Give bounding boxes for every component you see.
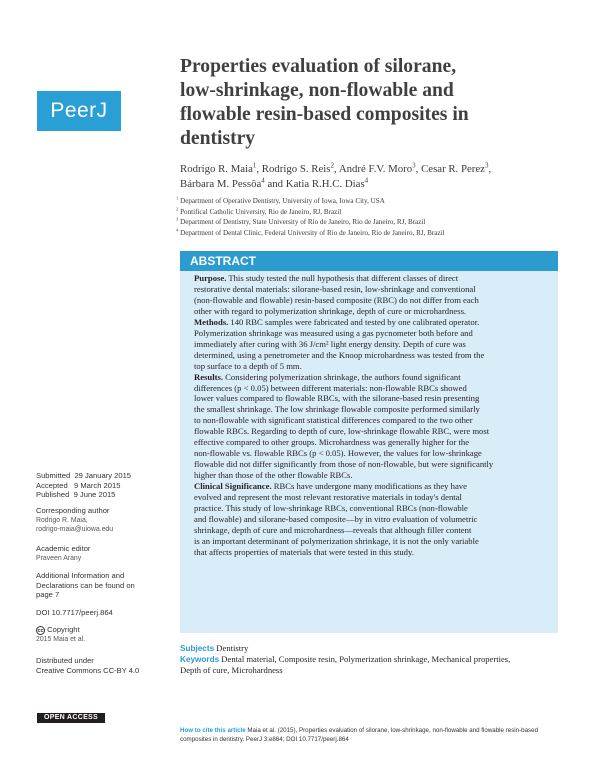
separator: and xyxy=(264,178,286,190)
submitted-date: 29 January 2015 xyxy=(74,471,132,480)
affiliation xyxy=(176,217,556,228)
submitted-label: Submitted xyxy=(36,471,71,480)
affiliation-text: Department of Dental Clinic, Federal University of Rio de Janeiro, Rio de Janeiro, RJ, Brazil xyxy=(180,228,445,237)
published-date: 9 June 2015 xyxy=(73,490,116,500)
affiliation-text: Pontifical Catholic University, Rio de Janeiro, RJ, Brazil xyxy=(180,207,342,216)
author-affil-ref: 4 xyxy=(261,176,265,185)
corresponding-author xyxy=(36,506,156,535)
subjects-keywords xyxy=(180,643,560,676)
citation-line xyxy=(180,727,570,736)
abstract-line: effective compared to other groups. Microhardness was generally higher for the xyxy=(194,437,470,448)
title-line: dentistry xyxy=(180,128,256,149)
submitted-line xyxy=(36,471,156,481)
submission-dates xyxy=(36,471,156,500)
abstract-line: that affects properties of materials that were tested in this study. xyxy=(194,546,414,557)
license xyxy=(36,656,156,675)
abstract-line: evolved and represent the most relevant restorative materials in today's dental xyxy=(194,492,462,503)
abstract-line: Polymerization shrinkage was measured using a gas pycnometer both before and xyxy=(194,327,473,338)
author-name[interactable]: Bárbara M. Pessôa xyxy=(180,178,262,190)
subjects-value[interactable]: Dentistry xyxy=(216,643,249,653)
abstract-text: Considering polymerization shrinkage, the authors found significant xyxy=(223,371,461,382)
abstract-line: immediately after curing with 36 J/cm² light energy density. Depth of cure was xyxy=(194,338,466,349)
keywords-line: Depth of cure, Microhardness xyxy=(180,665,283,675)
published-line xyxy=(36,490,156,500)
clinical-label: Clinical Significance. xyxy=(194,481,272,492)
separator: , xyxy=(415,163,422,175)
author-affil-ref: 2 xyxy=(330,161,335,170)
abstract-line xyxy=(194,372,550,383)
abstract-line: practice. This study of low-shrinkage RBCs, conventional RBCs (non-flowable xyxy=(194,503,468,514)
abstract-text: 140 RBC samples were fabricated and tested by one calibrated operator. xyxy=(228,316,480,327)
abstract-body xyxy=(180,271,558,633)
license-line: Distributed under xyxy=(36,656,94,665)
separator: , xyxy=(488,163,492,175)
editor-name: Praveen Arany xyxy=(36,554,82,562)
subjects-label: Subjects xyxy=(180,644,215,653)
doi xyxy=(36,608,156,618)
abstract-line: and flowable) and silorane-based composite—by in vitro evaluation of volumetric xyxy=(194,513,478,524)
author-line xyxy=(180,177,540,192)
results-label: Results. xyxy=(194,371,223,382)
corresponding-name: Rodrigo R. Maia, xyxy=(36,516,88,524)
citation-label: How to cite this article xyxy=(180,727,246,734)
keywords-value: Dental material, Composite resin, Polymerization shrinkage, Mechanical properties, xyxy=(221,654,511,664)
abstract-line: restorative dental materials: silorane-based resin, low-shrinkage and conventional xyxy=(194,283,476,294)
author-name[interactable]: Katia R.H.C. Dias xyxy=(285,178,365,190)
additional-info-line: page 7 xyxy=(36,590,60,600)
peerj-logo: PeerJ xyxy=(37,91,121,131)
affiliation-text: Department of Operative Dentistry, University of Iowa, Iowa City, USA xyxy=(180,197,385,205)
license-link[interactable]: Creative Commons CC-BY 4.0 xyxy=(36,665,140,675)
additional-information xyxy=(36,571,156,600)
author-affil-ref: 3 xyxy=(412,161,416,170)
citation-line: composites in dentistry. PeerJ 3:e864; DOI 10.7717/peerj.864 xyxy=(180,735,349,743)
affiliation xyxy=(176,207,556,218)
article-title xyxy=(180,55,510,151)
affiliation xyxy=(176,228,556,239)
abstract-line: to non-flowable with significant statistical differences compared to the two other xyxy=(194,415,473,426)
editor-label: Academic editor xyxy=(36,544,91,553)
title-line: flowable resin-based composites in xyxy=(180,104,469,125)
academic-editor xyxy=(36,544,156,563)
affiliation-number: 3 xyxy=(176,216,179,222)
published-label: Published xyxy=(36,490,70,500)
copyright-line xyxy=(36,625,156,635)
abstract-text: This study tested the null hypothesis that different classes of direct xyxy=(226,273,459,283)
open-access-badge: OPEN ACCESS xyxy=(37,713,105,723)
corresponding-label: Corresponding author xyxy=(36,506,110,515)
affiliation-list xyxy=(176,196,556,238)
copyright-label: Copyright xyxy=(47,625,80,634)
keywords-label: Keywords xyxy=(180,655,220,664)
affiliation xyxy=(176,196,556,207)
abstract-line: flowable did not differ significantly from those of non-flowable, but were significantly xyxy=(194,459,494,470)
doi-link[interactable]: DOI 10.7717/peerj.864 xyxy=(36,608,113,617)
author-name[interactable]: Rodrigo S. Reis xyxy=(261,163,331,175)
author-line xyxy=(180,162,540,177)
additional-info-line: Declarations can be found on xyxy=(36,580,135,590)
abstract-line xyxy=(194,317,550,328)
author-list xyxy=(180,162,540,192)
corresponding-email[interactable]: rodrigo-maia@uiowa.edu xyxy=(36,526,114,534)
affiliation-number: 1 xyxy=(176,195,179,201)
abstract-line: shrinkage, depth of cure and microhardness—reveals that although filler content xyxy=(194,524,472,535)
author-name[interactable]: André F.V. Moro xyxy=(338,163,413,175)
separator: , xyxy=(334,163,339,175)
accepted-line xyxy=(36,481,156,491)
methods-label: Methods. xyxy=(194,316,229,327)
keywords-line xyxy=(180,654,560,665)
abstract-line: is an important determinant of polymerization shrinkage, it is not the only variable xyxy=(194,535,479,546)
separator: , xyxy=(256,163,262,175)
abstract-line: other with regard to polymerization shrinkage, depth of cure or microhardness. xyxy=(194,305,467,316)
abstract-line: top surface to a depth of 5 mm. xyxy=(194,360,302,371)
creative-commons-icon: cc xyxy=(37,627,44,634)
abstract-line xyxy=(194,273,550,284)
abstract-line: non-flowable vs. flowable RBCs (p < 0.05). However, the values for low-shrinkage xyxy=(194,448,482,459)
author-affil-ref: 3 xyxy=(484,161,489,170)
author-affil-ref: 1 xyxy=(252,161,257,170)
abstract-line: determined, using a penetrometer and the Knoop microhardness was tested from the xyxy=(194,349,485,360)
abstract-line: (non-flowable and flowable) resin-based composite (RBC) do not differ from each xyxy=(194,294,479,305)
accepted-date: 9 March 2015 xyxy=(74,480,121,490)
title-line: low-shrinkage, non-flowable and xyxy=(180,80,454,101)
author-name[interactable]: Rodrigo R. Maia xyxy=(180,163,253,175)
citation xyxy=(180,727,570,744)
abstract-line: the smallest shrinkage. The low shrinkage flowable composite performed similarly xyxy=(194,404,480,415)
affiliation-number: 4 xyxy=(176,227,179,233)
subjects-line xyxy=(180,643,560,654)
purpose-label: Purpose. xyxy=(194,273,227,283)
accepted-label: Accepted xyxy=(36,480,68,490)
title-line: Properties evaluation of silorane, xyxy=(180,56,457,77)
abstract-text: RBCs have undergone many modifications as they have xyxy=(271,481,467,492)
affiliation-text: Department of Dentistry, State University of Rio de Janeiro, Rio de Janeiro, RJ, Brazil xyxy=(180,218,426,227)
abstract-heading: ABSTRACT xyxy=(180,251,558,271)
additional-info-line: Additional Information and xyxy=(36,571,125,580)
abstract-line: flowable RBCs. Regarding to depth of cure, low-shrinkage flowable RBC, were most xyxy=(194,426,490,437)
author-affil-ref: 4 xyxy=(364,176,369,185)
abstract-line: lower values compared to flowable RBCs, with the silorane-based resin presenting xyxy=(194,393,480,404)
copyright-value: 2015 Maia et al. xyxy=(36,635,86,643)
copyright xyxy=(36,625,156,644)
citation-text: Maia et al. (2015), Properties evaluation of silorane, low-shrinkage, non-flowable and flowable resin-based xyxy=(247,727,539,734)
author-name[interactable]: Cesar R. Perez xyxy=(421,163,485,175)
abstract-line xyxy=(194,481,550,492)
affiliation-number: 2 xyxy=(176,206,179,212)
abstract-line: higher than those of the other flowable RBCs. xyxy=(194,470,353,481)
abstract-line: differences (p < 0.05) between different materials: non-flowable RBCs showed xyxy=(194,382,467,393)
